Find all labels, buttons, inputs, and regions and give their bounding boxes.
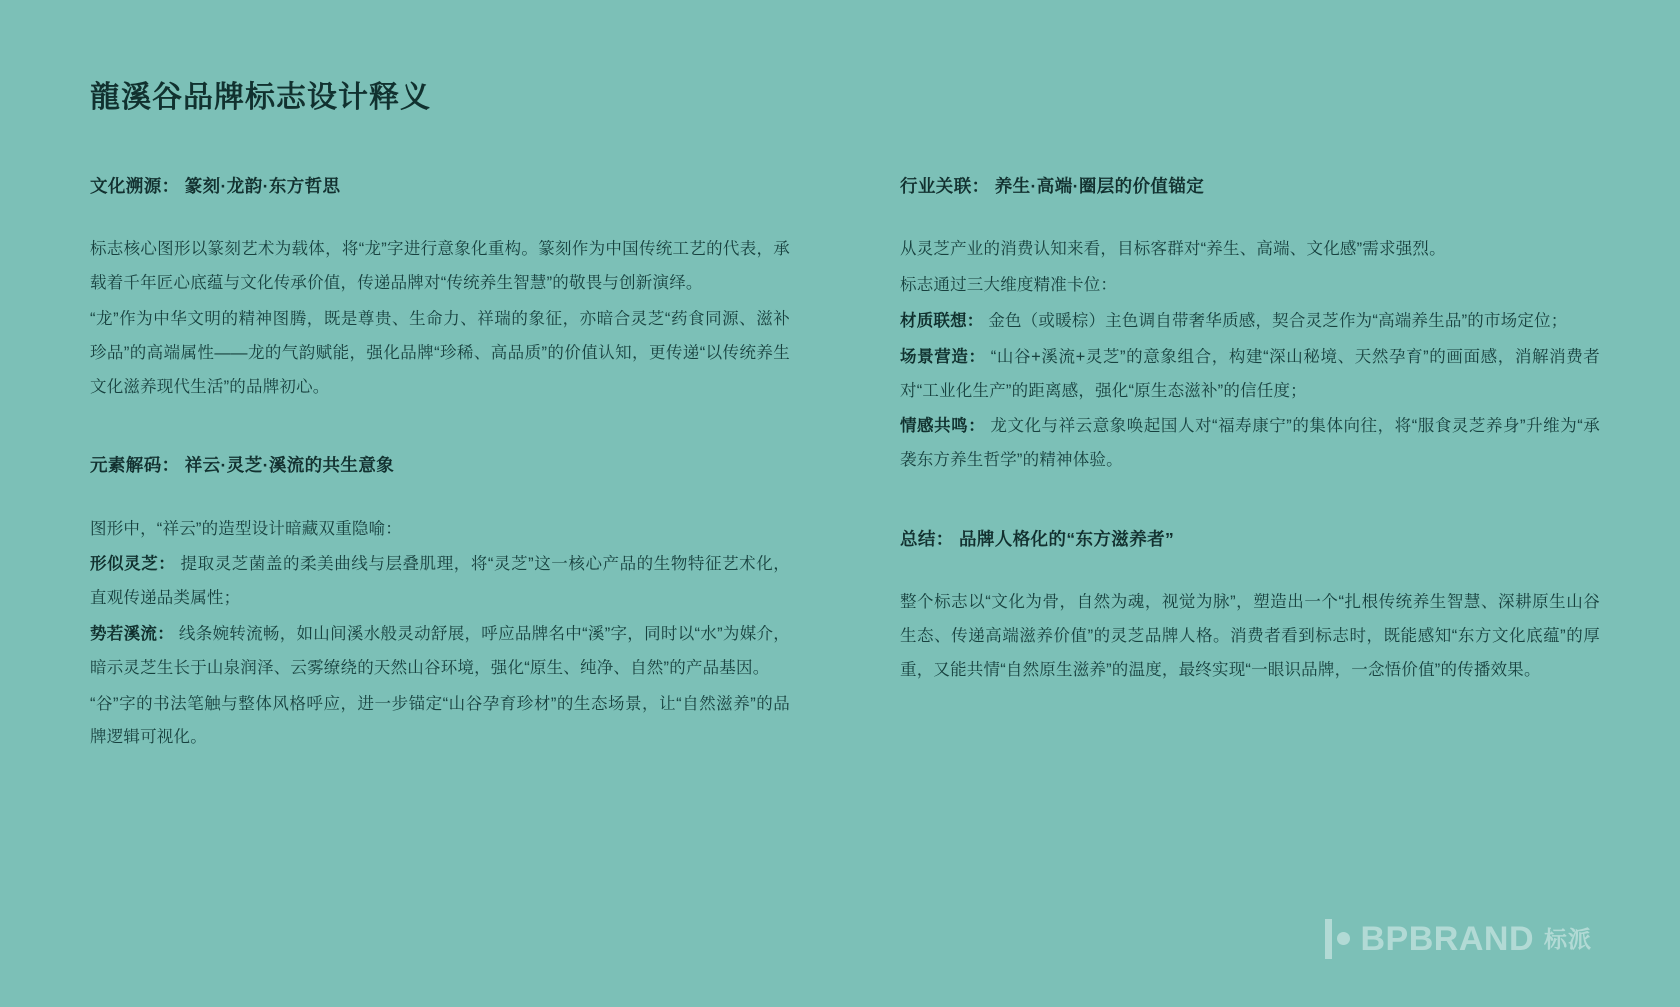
paragraph-intro: 从灵芝产业的消费认知来看，目标客群对“养生、高端、文化感”需求强烈。 [900,240,1446,259]
section-element-decoding [90,452,790,755]
bp-logo-icon [1325,919,1351,959]
logo-wordmark: BPBRAND [1360,920,1534,958]
spacer [90,438,790,452]
list-item-text: 金色（或暖棕）主色调自带奢华质感，契合灵芝作为“高端养生品”的市场定位； [983,311,1568,330]
section-heading-summary: 总结： 品牌人格化的“东方滋养者” [900,528,1175,549]
section-heading-element-decoding: 元素解码： 祥云·灵芝·溪流的共生意象 [90,455,395,476]
paragraph-intro: 图形中，“祥云”的造型设计暗藏双重隐喻： [90,519,402,538]
list-item [90,618,790,686]
right-column [900,173,1600,690]
section-cultural-origin [90,173,790,404]
list-item-label: 形似灵芝： [90,555,176,574]
list-item-label: 势若溪流： [90,625,175,643]
section-summary [900,526,1600,688]
section-heading-cultural-origin: 文化溯源： 篆刻·龙韵·东方哲思 [90,176,341,196]
paragraph: “龙”作为中华文明的精神图腾，既是尊贵、生命力、祥瑞的象征，亦暗合灵芝“药食同源、滋补珍品”的高端属性——龙的气韵赋能，强化品牌“珍稀、高品质”的价值认知，更传递“以传统养生文化滋养现代生活”的品牌初心。 [90,309,790,396]
list-item-text: “山谷+溪流+灵芝”的意象组合，构建“深山秘境、天然孕育”的画面感，消解消费者对“工业化生产”的距离感，强化“原生态滋补”的信任度； [900,347,1601,400]
list-item-text: 龙文化与祥云意象唤起国人对“福寿康宁”的集体向往，将“服食灵芝养身”升维为“承袭东方养生哲学”的精神体验。 [900,417,1601,470]
list-item-text: 提取灵芝菌盖的柔美曲线与层叠肌理，将“灵芝”这一核心产品的生物特征艺术化，直观传递品类属性； [90,555,790,608]
logo-dot-shape [1337,932,1350,945]
spacer [900,512,1600,526]
content-columns [90,173,1601,757]
paragraph-intro-2: 标志通过三大维度精准卡位： [900,276,1118,295]
list-item [900,341,1600,409]
paragraph: 整个标志以“文化为骨，自然为魂，视觉为脉”，塑造出一个“扎根传统养生智慧、深耕原生山谷生态、传递高端滋养价值”的灵芝品牌人格。消费者看到标志时，既能感知“东方文化底蕴”的厚重，又能共情“自然原生滋养”的温度，最终实现“一眼识品牌，一念悟价值”的传播效果。 [900,593,1600,679]
brand-logo [1325,919,1593,959]
left-column [90,173,790,757]
logo-chinese-name: 标派 [1544,925,1592,952]
list-item-text: 线条婉转流畅，如山间溪水般灵动舒展，呼应品牌名中“溪”字，同时以“水”为媒介，暗示灵芝生长于山泉润泽、云雾缭绕的天然山谷环境，强化“原生、纯净、自然”的产品基因。 [90,625,790,677]
section-heading-industry-relevance: 行业关联： 养生·高端·圈层的价值锚定 [900,176,1205,196]
list-item-label: 情感共鸣： [900,417,986,436]
paragraph: 标志核心图形以篆刻艺术为载体，将“龙”字进行意象化重构。篆刻作为中国传统工艺的代表，承载着千年匠心底蕴与文化传承价值，传递品牌对“传统养生智慧”的敬畏与创新演绎。 [90,240,790,293]
list-item [90,548,790,616]
section-industry-relevance [900,173,1600,478]
list-item-label: 场景营造： [900,347,986,366]
paragraph-closing: “谷”字的书法笔触与整体风格呼应，进一步锚定“山谷孕育珍材”的生态场景，让“自然滋养”的品牌逻辑可视化。 [90,694,790,747]
logo-bar-shape [1325,919,1332,959]
list-item [900,305,1600,339]
page-title: 龍溪谷品牌标志设计释义 [90,81,431,114]
list-item [900,410,1600,478]
list-item-label: 材质联想： [900,311,984,330]
